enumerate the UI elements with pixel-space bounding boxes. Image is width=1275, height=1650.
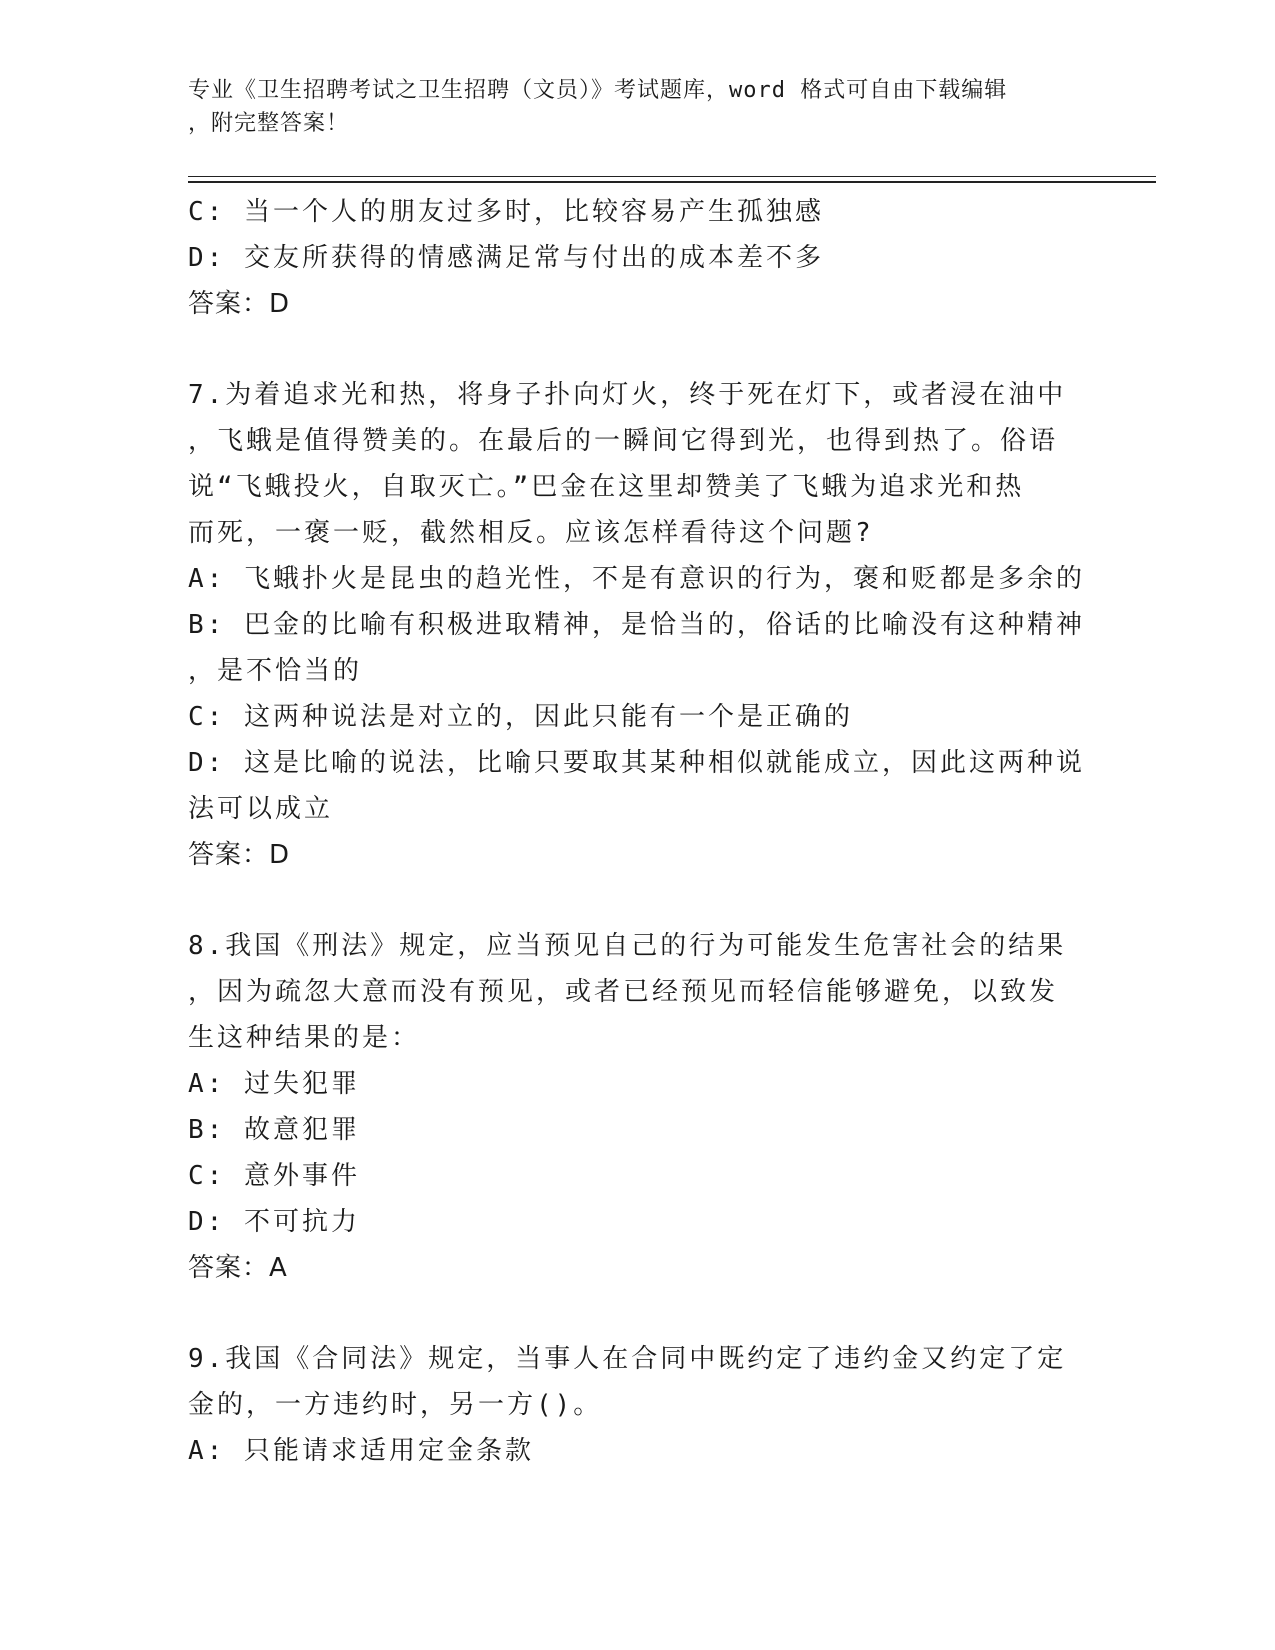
question-stem: ，因为疏忽大意而没有预见，或者已经预见而轻信能够避免，以致发 <box>188 977 1059 1007</box>
header-divider-thick <box>188 181 1156 183</box>
page-header <box>188 74 1088 140</box>
option-a: A: 飞蛾扑火是昆虫的趋光性，不是有意识的行为，褒和贬都是多余的 <box>188 564 1085 594</box>
answer: 答案：D <box>188 289 291 319</box>
answer: 答案：D <box>188 840 291 870</box>
option-b: B: 巴金的比喻有积极进取精神，是恰当的，俗话的比喻没有这种精神 <box>188 610 1085 640</box>
header-line: 专业《卫生招聘考试之卫生招聘（文员）》考试题库，word 格式可自由下载编辑 <box>188 78 1008 103</box>
question-stem: 说“飞蛾投火，自取灭亡。”巴金在这里却赞美了飞蛾为追求光和热 <box>188 472 1025 502</box>
question-stem: 生这种结果的是： <box>188 1023 421 1053</box>
question-stem: 而死，一褒一贬，截然相反。应该怎样看待这个问题? <box>188 518 874 548</box>
option-a: A: 只能请求适用定金条款 <box>188 1436 534 1466</box>
option-b-continued: ，是不恰当的 <box>188 656 363 686</box>
option-d: D: 交友所获得的情感满足常与付出的成本差不多 <box>188 243 824 273</box>
header-divider-thin <box>188 176 1156 177</box>
option-c: C: 意外事件 <box>188 1161 360 1191</box>
question-stem: 9.我国《合同法》规定，当事人在合同中既约定了违约金又约定了定 <box>188 1344 1067 1374</box>
question-stem: ，飞蛾是值得赞美的。在最后的一瞬间它得到光，也得到热了。俗语 <box>188 426 1059 456</box>
option-b: B: 故意犯罪 <box>188 1115 360 1145</box>
question-7 <box>188 372 1088 878</box>
option-c: C: 当一个人的朋友过多时，比较容易产生孤独感 <box>188 197 824 227</box>
question-9 <box>188 1336 1088 1474</box>
question-content <box>188 189 1088 1474</box>
option-d: D: 不可抗力 <box>188 1207 360 1237</box>
option-a: A: 过失犯罪 <box>188 1069 360 1099</box>
option-d-continued: 法可以成立 <box>188 794 334 824</box>
question-stem: 8.我国《刑法》规定，应当预见自己的行为可能发生危害社会的结果 <box>188 931 1067 961</box>
question-6 <box>188 189 1088 327</box>
question-stem: 金的，一方违约时，另一方()。 <box>188 1390 603 1420</box>
answer: 答案：A <box>188 1253 288 1283</box>
option-c: C: 这两种说法是对立的，因此只能有一个是正确的 <box>188 702 853 732</box>
option-d: D: 这是比喻的说法，比喻只要取其某种相似就能成立，因此这两种说 <box>188 748 1085 778</box>
question-stem: 7.为着追求光和热，将身子扑向灯火，终于死在灯下，或者浸在油中 <box>188 380 1067 410</box>
question-8 <box>188 923 1088 1291</box>
header-line: ，附完整答案！ <box>188 111 350 136</box>
